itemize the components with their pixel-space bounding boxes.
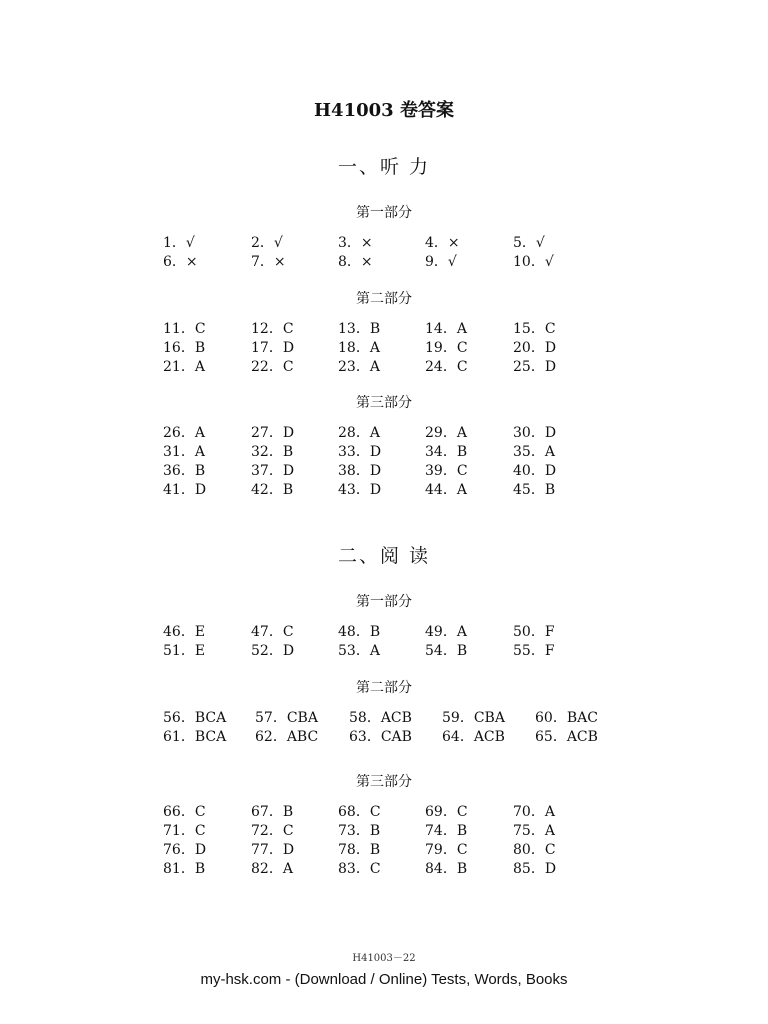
answer-row: [0, 318, 768, 337]
answer-item: 34．B: [425, 444, 468, 460]
answer-row: [0, 422, 768, 441]
section-title: 一、听 力: [337, 156, 431, 178]
part-title: 第三部分: [356, 774, 412, 790]
answer-row: [0, 820, 768, 839]
answer-item: 36．B: [163, 463, 206, 479]
answer-item: 61．BCA: [163, 729, 227, 745]
answer-item: 31．A: [163, 444, 205, 460]
answer-row: [0, 441, 768, 460]
answer-item: 6．×: [163, 254, 198, 270]
answer-item: 57．CBA: [255, 710, 318, 726]
answer-item: 8．×: [338, 254, 373, 270]
answer-item: 76．D: [163, 842, 207, 858]
answer-item: 15．C: [513, 321, 556, 337]
answer-item: 64．ACB: [442, 729, 505, 745]
answer-item: 13．B: [338, 321, 381, 337]
answer-item: 16．B: [163, 340, 206, 356]
answer-row: [0, 621, 768, 640]
answer-item: 73．B: [338, 823, 381, 839]
answer-item: 47．C: [251, 624, 294, 640]
answer-item: 77．D: [251, 842, 295, 858]
answer-item: 39．C: [425, 463, 468, 479]
answer-item: 54．B: [425, 643, 468, 659]
page-number: H41003－22: [352, 953, 416, 964]
answer-item: 14．A: [425, 321, 467, 337]
answer-item: 67．B: [251, 804, 294, 820]
answer-row: [0, 726, 768, 745]
answer-item: 80．C: [513, 842, 556, 858]
answer-item: 4．×: [425, 235, 460, 251]
part-title: 第三部分: [356, 395, 412, 411]
footer-link[interactable]: my-hsk.com - (Download / Online) Tests, Words, Books: [200, 971, 568, 988]
answer-item: 35．A: [513, 444, 555, 460]
part-title: 第二部分: [356, 291, 412, 307]
answer-item: 30．D: [513, 425, 557, 441]
answer-item: 38．D: [338, 463, 382, 479]
answer-item: 72．C: [251, 823, 294, 839]
answer-item: 60．BAC: [535, 710, 598, 726]
answer-row: [0, 839, 768, 858]
answer-item: 83．C: [338, 861, 381, 877]
answer-item: 40．D: [513, 463, 557, 479]
answer-item: 2．√: [251, 235, 283, 251]
answer-item: 25．D: [513, 359, 557, 375]
answer-item: 50．F: [513, 624, 555, 640]
answer-item: 58．ACB: [349, 710, 412, 726]
answer-item: 65．ACB: [535, 729, 598, 745]
answer-row: [0, 356, 768, 375]
answer-item: 43．D: [338, 482, 382, 498]
answer-item: 3．×: [338, 235, 373, 251]
answer-item: 53．A: [338, 643, 380, 659]
answer-item: 56．BCA: [163, 710, 227, 726]
answer-item: 41．D: [163, 482, 207, 498]
answer-item: 74．B: [425, 823, 468, 839]
answer-item: 29．A: [425, 425, 467, 441]
answer-item: 46．E: [163, 624, 206, 640]
answer-item: 62．ABC: [255, 729, 319, 745]
answer-item: 19．C: [425, 340, 468, 356]
answer-item: 52．D: [251, 643, 295, 659]
answer-item: 70．A: [513, 804, 555, 820]
answer-item: 66．C: [163, 804, 206, 820]
answer-item: 69．C: [425, 804, 468, 820]
answer-row: [0, 479, 768, 498]
answer-item: 11．C: [163, 321, 206, 337]
answer-row: [0, 640, 768, 659]
answer-item: 9．√: [425, 254, 457, 270]
answer-row: [0, 232, 768, 251]
part-title: 第二部分: [356, 680, 412, 696]
answer-item: 49．A: [425, 624, 467, 640]
answer-item: 75．A: [513, 823, 555, 839]
answer-item: 7．×: [251, 254, 286, 270]
answer-item: 48．B: [338, 624, 381, 640]
part-title: 第一部分: [356, 594, 412, 610]
answer-row: [0, 858, 768, 877]
answer-item: 79．C: [425, 842, 468, 858]
answer-item: 55．F: [513, 643, 555, 659]
answer-item: 45．B: [513, 482, 556, 498]
answer-item: 42．B: [251, 482, 294, 498]
document-title: H41003 卷答案: [314, 100, 454, 121]
answer-item: 59．CBA: [442, 710, 505, 726]
answer-row: [0, 337, 768, 356]
answer-item: 10．√: [513, 254, 554, 270]
answer-item: 12．C: [251, 321, 294, 337]
answer-item: 71．C: [163, 823, 206, 839]
answer-row: [0, 460, 768, 479]
answer-row: [0, 251, 768, 270]
answer-item: 63．CAB: [349, 729, 412, 745]
answer-item: 33．D: [338, 444, 382, 460]
answer-row: [0, 707, 768, 726]
answer-item: 22．C: [251, 359, 294, 375]
answer-item: 17．D: [251, 340, 295, 356]
answer-item: 5．√: [513, 235, 545, 251]
answer-item: 18．A: [338, 340, 380, 356]
answer-item: 37．D: [251, 463, 295, 479]
answer-item: 26．A: [163, 425, 205, 441]
answer-row: [0, 801, 768, 820]
answer-item: 81．B: [163, 861, 206, 877]
answer-item: 84．B: [425, 861, 468, 877]
section-title: 二、阅 读: [337, 545, 431, 567]
answer-item: 23．A: [338, 359, 380, 375]
answer-item: 32．B: [251, 444, 294, 460]
answer-item: 85．D: [513, 861, 557, 877]
answer-item: 28．A: [338, 425, 380, 441]
answer-item: 1．√: [163, 235, 195, 251]
answer-item: 78．B: [338, 842, 381, 858]
answer-item: 82．A: [251, 861, 293, 877]
answer-item: 27．D: [251, 425, 295, 441]
answer-item: 21．A: [163, 359, 205, 375]
answer-item: 68．C: [338, 804, 381, 820]
answer-item: 44．A: [425, 482, 467, 498]
answer-item: 20．D: [513, 340, 557, 356]
answer-item: 51．E: [163, 643, 206, 659]
part-title: 第一部分: [356, 205, 412, 221]
answer-item: 24．C: [425, 359, 468, 375]
